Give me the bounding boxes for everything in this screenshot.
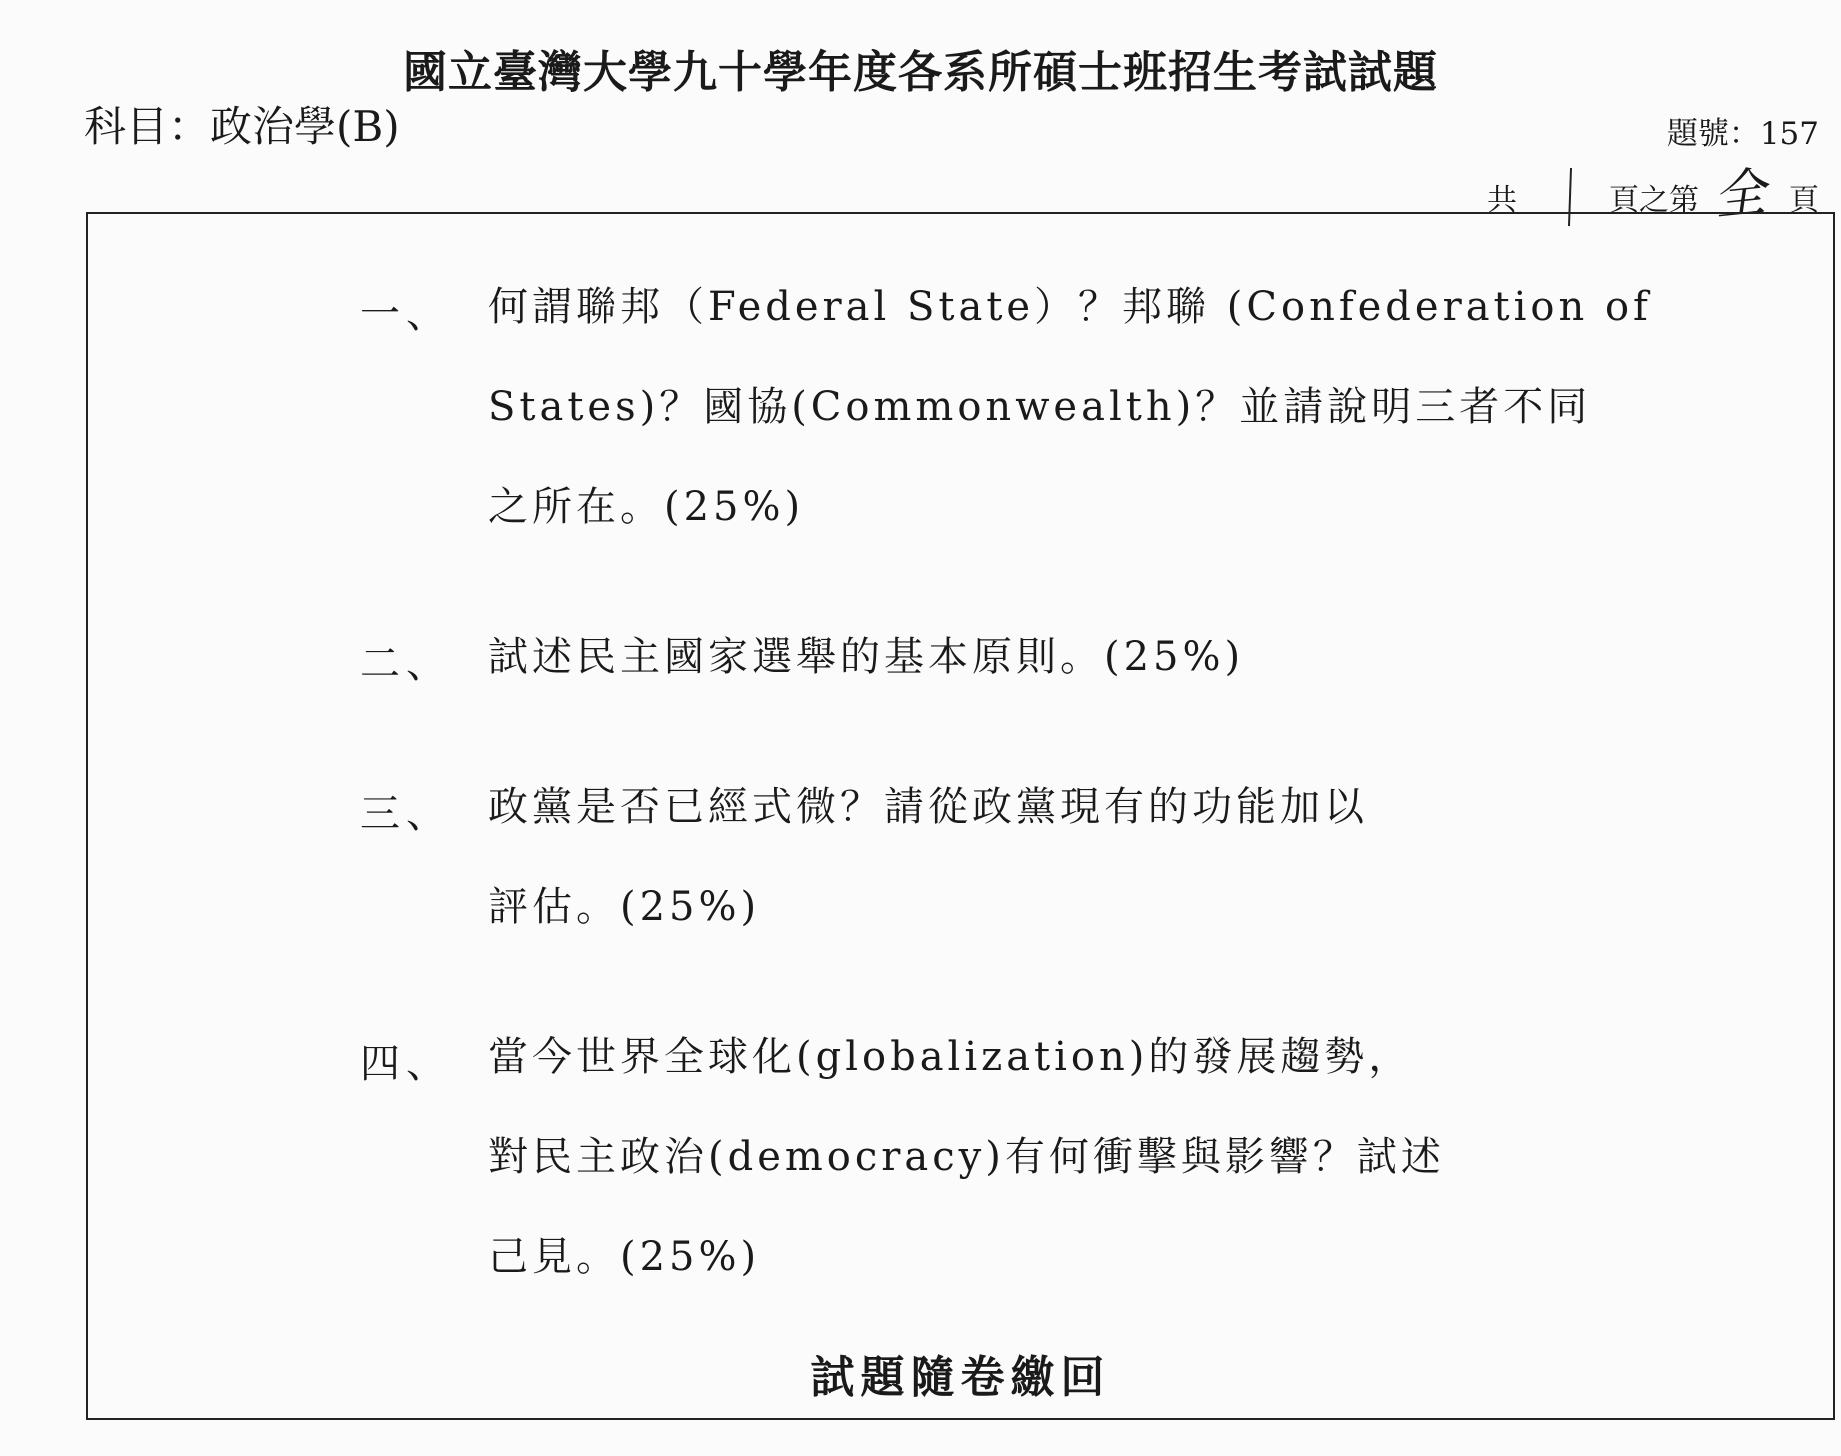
question-4-line-2: 對民主政治(democracy)有何衝擊與影響？試述 (488, 1134, 1445, 1180)
question-frame (86, 212, 1835, 1420)
question-1-line-1: 何謂聯邦（Federal State）？邦聯 (Confederation of (488, 284, 1652, 330)
return-note: 試題隨卷繳回 (810, 1352, 1111, 1403)
question-2-line-1: 試述民主國家選舉的基本原則。(25%) (488, 634, 1245, 680)
question-4-line-3: 己見。(25%) (488, 1234, 761, 1280)
question-4-number: 四、 (360, 1041, 452, 1087)
question-1-line-3: 之所在。(25%) (488, 484, 805, 530)
question-2-number: 二、 (360, 641, 452, 687)
question-3-text (488, 782, 1368, 982)
question-3-line-1: 政黨是否已經式微？請從政黨現有的功能加以 (488, 784, 1368, 830)
handwritten-page-mark: 全 (1710, 162, 1769, 228)
question-1-text (488, 282, 1652, 582)
question-4-text (488, 1032, 1445, 1332)
question-2-text (488, 632, 1244, 732)
question-1-number: 一、 (360, 291, 452, 337)
question-4-line-1: 當今世界全球化(globalization)的發展趨勢， (488, 1034, 1413, 1080)
exam-title: 國立臺灣大學九十學年度各系所碩士班招生考試試題 (403, 47, 1438, 98)
question-3-number: 三、 (360, 791, 452, 837)
subject-label: 科目：政治學(B) (84, 102, 400, 151)
page-of-label: 頁之第 (1608, 182, 1699, 218)
question-1-line-2: States)？國協(Commonwealth)？並請說明三者不同 (488, 384, 1592, 430)
page-total-prefix: 共 (1486, 182, 1517, 218)
page-suffix: 頁 (1789, 182, 1819, 218)
question-number-label: 題號：157 (1666, 116, 1819, 152)
question-3-line-2: 評估。(25%) (488, 884, 761, 930)
